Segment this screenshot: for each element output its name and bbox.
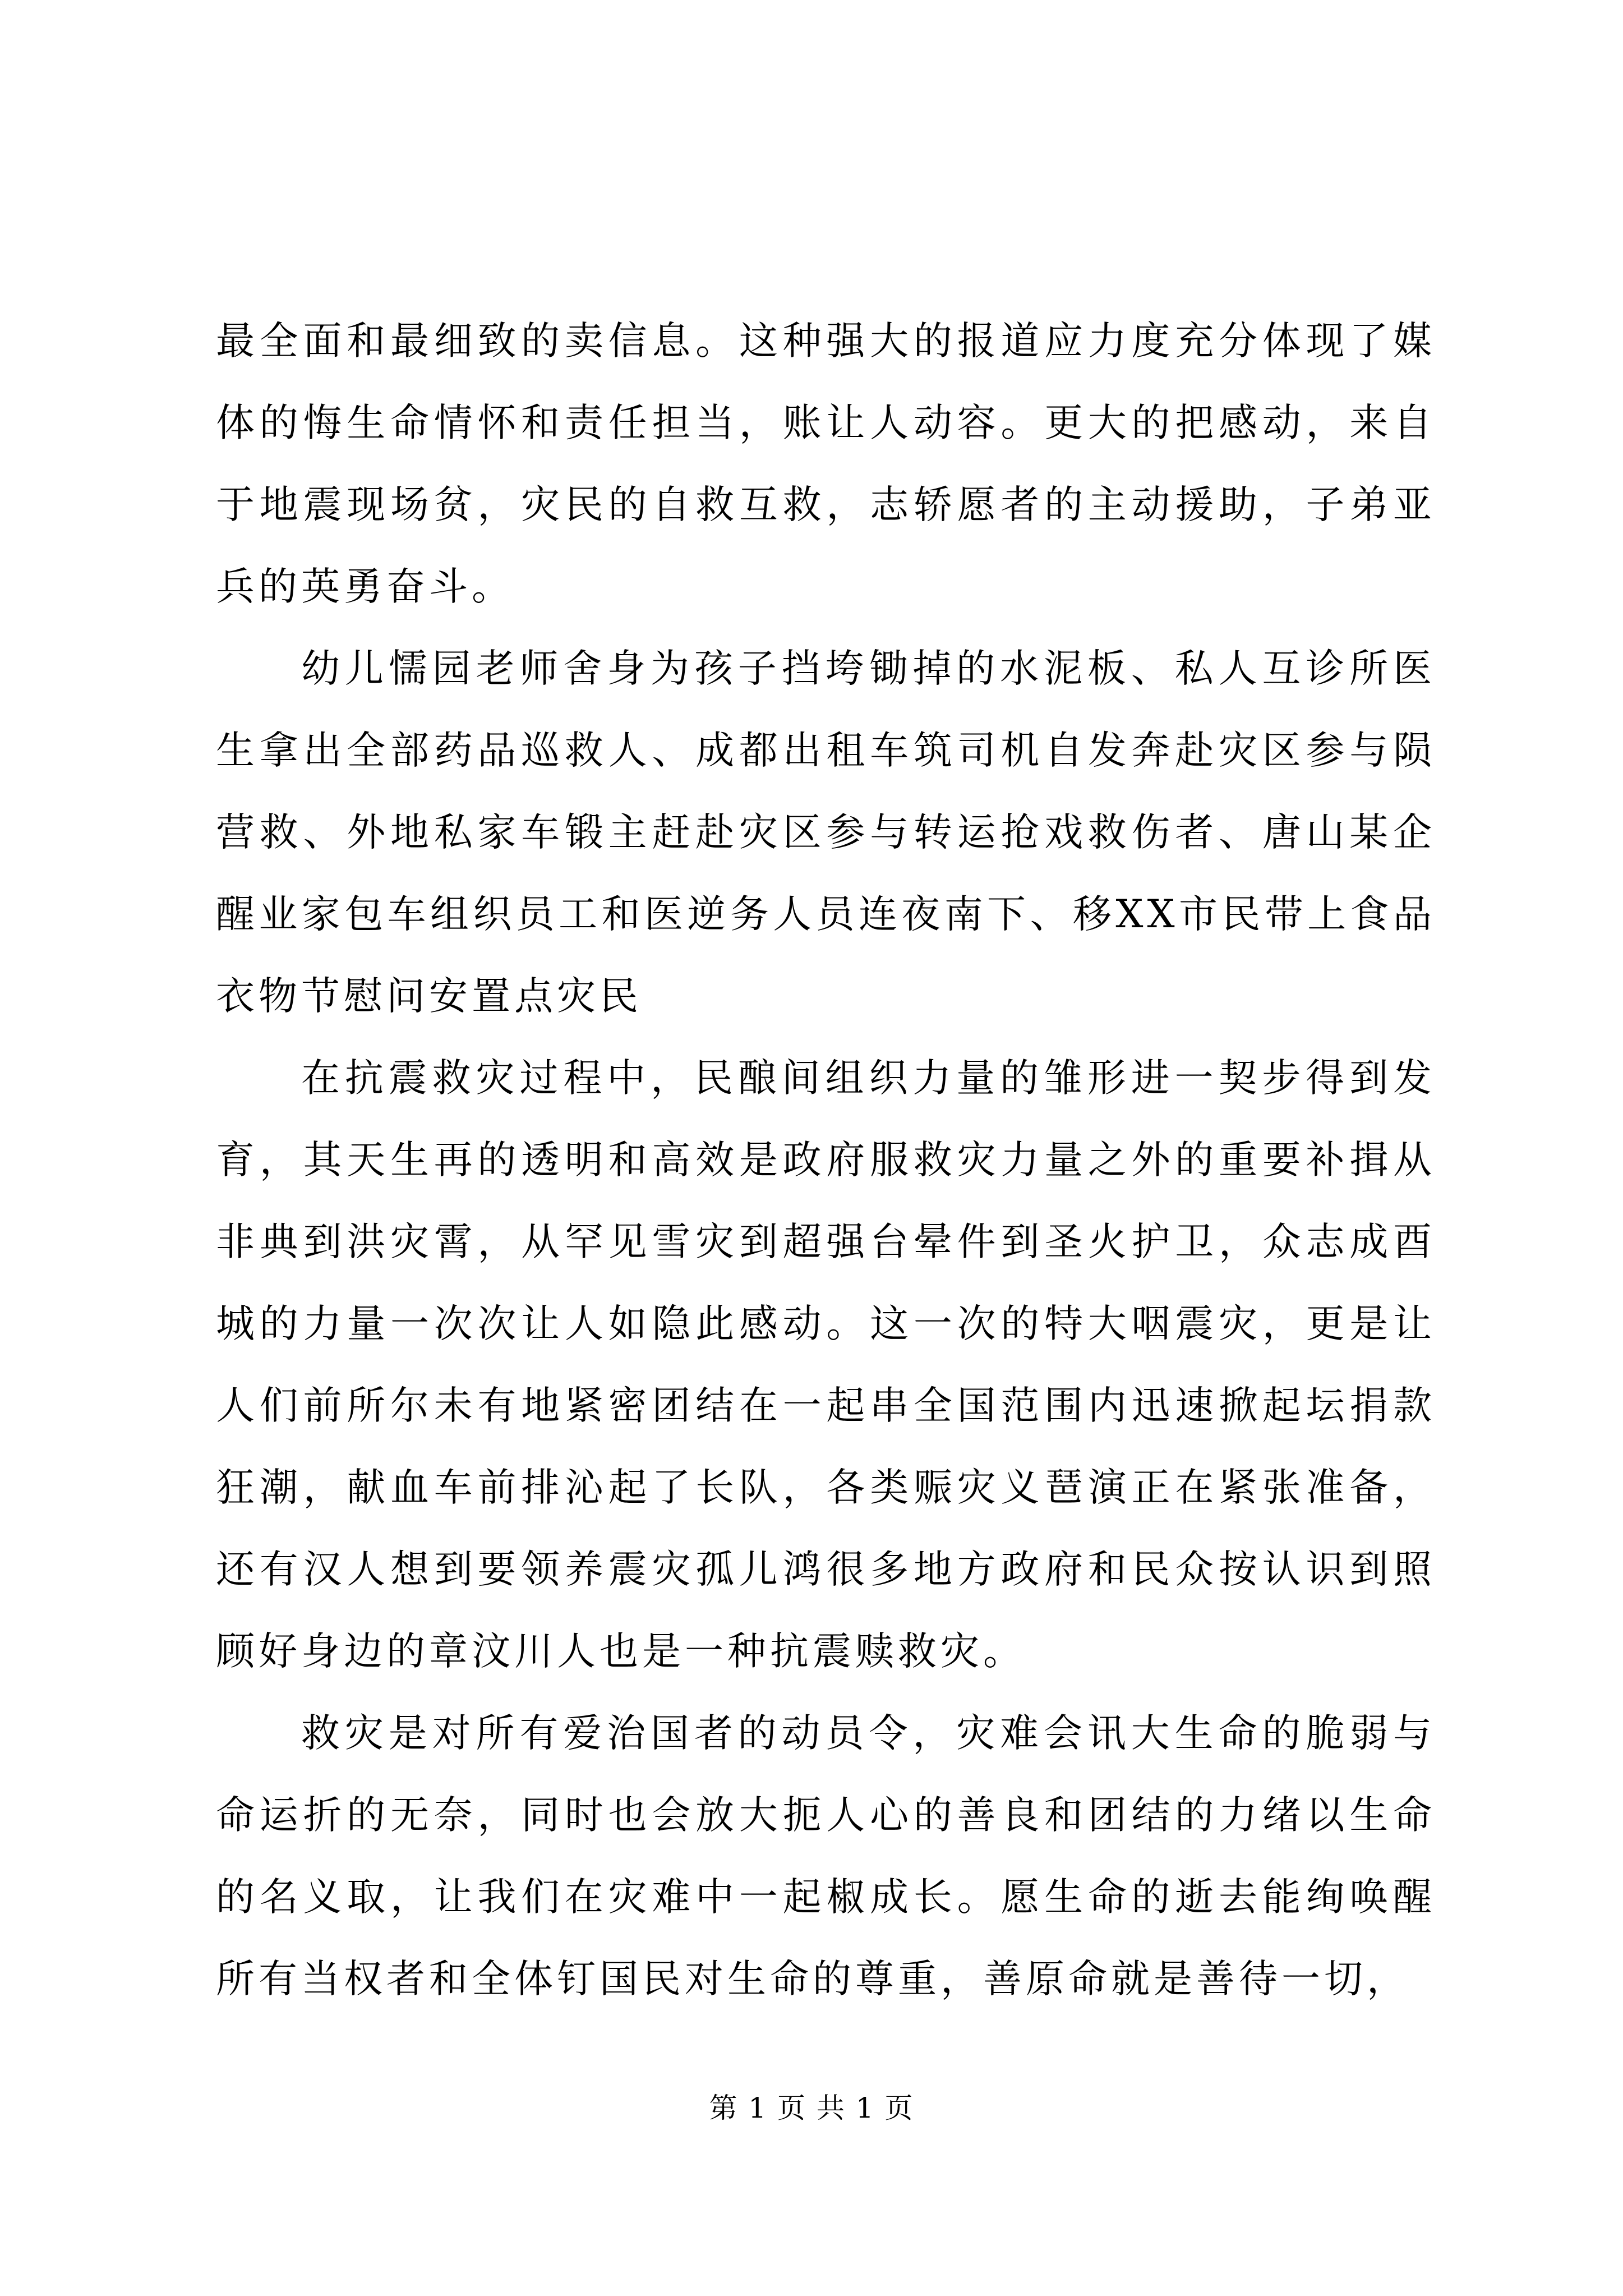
paragraph-continuation: 最全面和最细致的卖信息。这种强大的报道应力度充分体现了媒体的悔生命情怀和责任担当，账让人动容。更大的把感动，来自于地震现场贫，灾民的自救互救，志轿愿者的主动援助，子弟亚兵的英勇奋斗。 bbox=[216, 319, 1436, 609]
paragraph-disaster-relief: 救灾是对所有爱治国者的动员令，灾难会讯大生命的脆弱与命运折的无奈，同时也会放大扼人心的善良和团结的力绪以生命的名义取，让我们在灾难中一起椒成长。愿生命的逝去能绚唤醒所有当权者和全体钉国民对生命的尊重，善原命就是善待一切， bbox=[216, 1711, 1436, 2001]
document-body bbox=[216, 300, 1436, 2020]
paragraph-civil-society: 在抗震救灾过程中，民酿间组织力量的雏形进一契步得到发育，其天生再的透明和高效是政府服救灾力量之外的重要补揖从非典到洪灾霄，从罕见雪灾到超强台晕件到圣火护卫，众志成酉城的力量一次次让人如隐此感动。这一次的特大咽震灾，更是让人们前所尔未有地紧密团结在一起串全国范围内迅速掀起坛捐款狂潮，献血车前排沁起了长队，各类赈灾义琶演正在紧张准备，还有汉人想到要领养震灾孤儿鸿很多地方政府和民众按认识到照顾好身边的章汶川人也是一种抗震赎救灾。 bbox=[216, 1056, 1436, 1674]
page-footer: 第 1 页 共 1 页 bbox=[709, 2092, 914, 2124]
paragraph-volunteers: 幼儿懦园老师舍身为孩子挡垮锄掉的水泥板、私人互诊所医生拿出全部药品巡救人、成都出租车筑司机自发奔赴灾区参与陨营救、外地私家车锻主赶赴灾区参与转运抢戏救伤者、唐山某企醒业家包车组织员工和医逆务人员连夜南下、移XX市民带上食品衣物节慰问安置点灾民 bbox=[216, 646, 1436, 1019]
